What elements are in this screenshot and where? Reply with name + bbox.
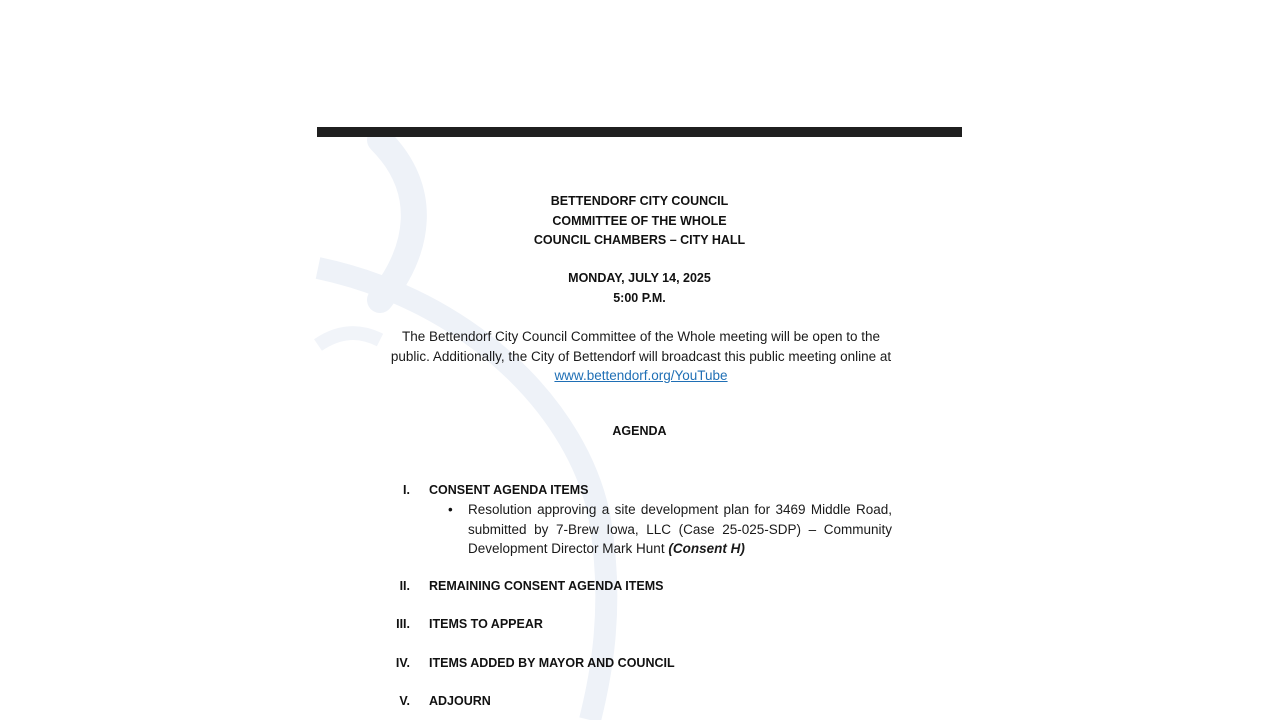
- agenda-item-label: ITEMS TO APPEAR: [429, 617, 543, 631]
- council-name: BETTENDORF CITY COUNCIL: [550, 194, 729, 208]
- meeting-location: COUNCIL CHAMBERS – CITY HALL: [533, 233, 746, 247]
- agenda-item-label: ADJOURN: [429, 694, 491, 708]
- agenda-item-4: [380, 654, 675, 674]
- agenda-title: AGENDA: [612, 424, 667, 438]
- committee-name: COMMITTEE OF THE WHOLE: [552, 213, 727, 228]
- meeting-header: [317, 192, 962, 251]
- bullet-dot-icon: •: [448, 502, 453, 517]
- top-rule: [317, 127, 962, 137]
- intro-paragraph: [390, 327, 892, 386]
- agenda-item-label: ITEMS ADDED BY MAYOR AND COUNCIL: [429, 656, 675, 670]
- agenda-item-1: [380, 481, 589, 501]
- agenda-item-number: IV.: [395, 656, 410, 670]
- consent-item-description: Resolution approving a site development plan for 3469 Middle Road, submitted by 7-Brew Iowa, LLC (Case 25-025-SDP) – Community Development Director Mark Hunt: [468, 502, 892, 556]
- agenda-item-5: [380, 692, 491, 712]
- agenda-item-label: CONSENT AGENDA ITEMS: [429, 483, 589, 497]
- meeting-datetime: [317, 269, 962, 308]
- agenda-item-number: V.: [399, 694, 410, 708]
- agenda-item-label: REMAINING CONSENT AGENDA ITEMS: [429, 579, 664, 593]
- meeting-time: 5:00 P.M.: [613, 290, 666, 305]
- youtube-link[interactable]: www.bettendorf.org/YouTube: [554, 368, 728, 383]
- consent-item-text: [468, 500, 892, 559]
- agenda-item-3: [380, 615, 543, 635]
- meeting-date: MONDAY, JULY 14, 2025: [568, 271, 711, 285]
- agenda-item-number: II.: [399, 579, 410, 593]
- intro-text: The Bettendorf City Council Committee of the Whole meeting will be open to the public. Additionally, the City of Bettendorf will broadcast this public meeting online at: [390, 329, 892, 364]
- agenda-item-number: III.: [396, 617, 410, 631]
- agenda-item-number: I.: [403, 483, 410, 497]
- agenda-item-2: [380, 577, 664, 597]
- consent-item-tag: (Consent H): [668, 541, 745, 556]
